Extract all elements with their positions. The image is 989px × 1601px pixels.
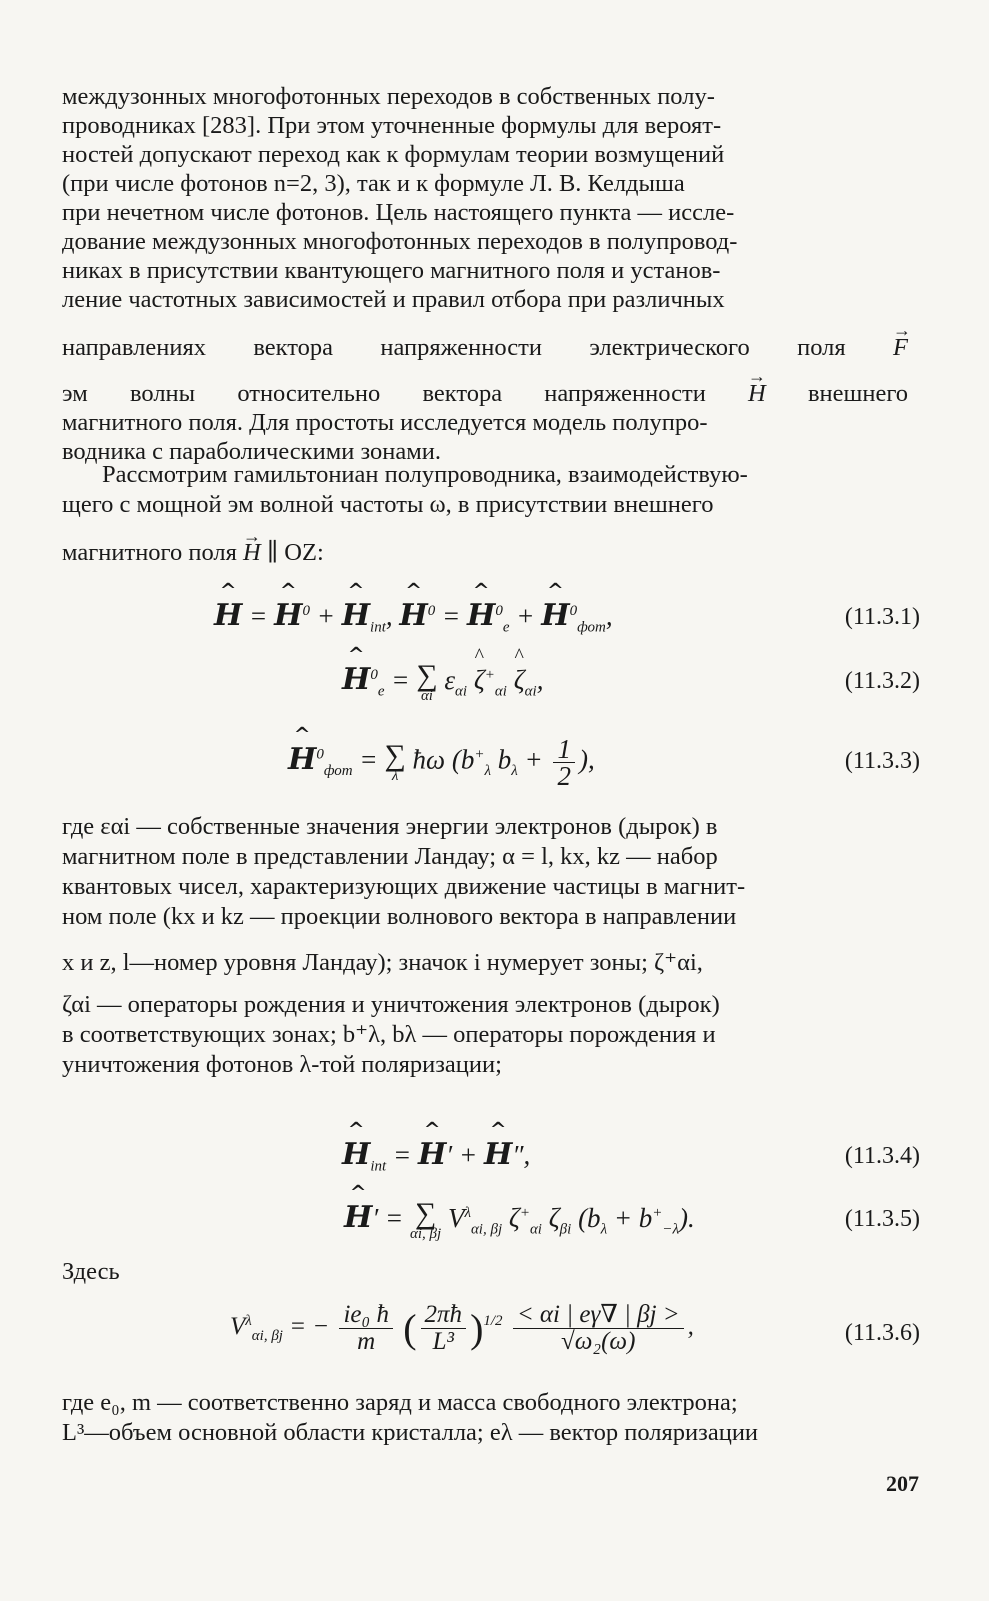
eq6-body: $V^\lambda_{\alpha i, \beta j}$ = − $\frac{\text{ie₀ ħ}}{m}$ ( $\frac{2\pi ħ}{\text{L³}}$ )$^{1/2}$ $\frac{< \alpha i | e\gamma\nabla | \beta j >}{\text{√ω₂(ω)}}$ ,	[230, 1301, 694, 1355]
vector-h-2: → H	[243, 538, 261, 568]
eq5-number: (11.3.5)	[844, 1206, 920, 1232]
p1-line9-text: направлениях вектора напряженности электрического поля	[62, 334, 846, 361]
p1-line4: (при числе фотонов n=2, 3), так и к формуле Л. В. Келдыша	[62, 170, 685, 197]
p2-line1: Рассмотрим гамильтониан полупроводника, взаимодействую-	[102, 461, 748, 488]
p3-line7: в соответствующих зонах; b⁺λ, bλ — операторы порождения и	[62, 1021, 716, 1048]
p1-line5: при нечетном числе фотонов. Цель настоящего пункта — иссле-	[62, 199, 735, 226]
equation-11-3-4	[62, 1137, 920, 1187]
p3-line8: уничтожения фотонов λ-той поляризации;	[62, 1051, 502, 1078]
p4-line2: L³—объем основной области кристалла; eλ — вектор поляризации	[62, 1419, 759, 1446]
p2-line3-a: магнитного поля	[62, 539, 237, 566]
p3-line6: ζαi — операторы рождения и уничтожения электронов (дырок)	[62, 991, 720, 1018]
eq2-body: ^ $H^0_e$ = ∑ αi $\varepsilon_{\alpha i}$ ^ $\zeta^+_{\alpha i}$ ^ $\zeta_{\alpha i}$,	[342, 662, 543, 703]
p2-line3-b: ∥ OZ:	[266, 539, 324, 566]
equation-11-3-6	[62, 1302, 920, 1378]
p1-line8: ление частотных зависимостей и правил отбора при различных	[62, 286, 725, 313]
p2-line2: щего с мощной эм волной частоты ω, в присутствии внешнего	[62, 491, 714, 518]
p1-line10-b: внешнего	[807, 380, 909, 407]
p1-line10-a: эм волны относительно вектора напряженности	[62, 380, 706, 407]
eq5-body: ^ H′ = ∑ αi, βj $V^\lambda_{\alpha i, \beta j}$ $\zeta^+_{\alpha i}$ $\zeta_{\beta i}$ $(b_\lambda + b^+_{-\lambda})$.	[344, 1200, 695, 1241]
eq3-body: ^ $H^0_{фот}$ = ∑ λ ħω ($b^+_\lambda$ $b_\lambda$ + $\frac{1}{2}$ ),	[288, 736, 595, 789]
p1-line3: ностей допускают переход как к формулам теории возмущений	[62, 141, 725, 168]
equation-11-3-5	[62, 1196, 920, 1260]
p1-line11: магнитного поля. Для простоты исследуется модель полупро-	[62, 409, 708, 436]
p1-line9	[62, 333, 908, 362]
p3-line1: где εαi — собственные значения энергии электронов (дырок) в	[62, 813, 718, 840]
p1-line2: проводниках [283]. При этом уточненные формулы для вероят-	[62, 112, 722, 139]
zdes-label: Здесь	[62, 1258, 120, 1285]
paragraph-3	[62, 812, 908, 1080]
p3-line3: квантовых чисел, характеризующих движение частицы в магнит-	[62, 873, 746, 900]
eq6-number: (11.3.6)	[844, 1320, 920, 1346]
eq1-body: ^ H = ^ $H^0$ + ^ $H_{int}$, ^ $H^0$ = ^ $H^0_e$ + ^ $H^0_{фот}$,	[214, 598, 613, 636]
p1-line10	[62, 379, 908, 408]
p1-line6: дование междузонных многофотонных переходов в полупровод-	[62, 228, 738, 255]
vector-f: → F	[893, 333, 908, 362]
p3-line5: x и z, l—номер уровня Ландау); значок i нумерует зоны; ζ⁺αi,	[62, 949, 703, 976]
vector-h: → H	[748, 379, 766, 408]
p3-line2: магнитном поле в представлении Ландау; α = l, kx, kz — набор	[62, 843, 718, 870]
equation-11-3-2	[62, 658, 920, 722]
eq4-number: (11.3.4)	[844, 1143, 920, 1169]
p4-line1: где e₀, m — соответственно заряд и масса свободного электрона;	[62, 1389, 738, 1416]
page-number: 207	[886, 1471, 919, 1496]
p2-line3	[62, 538, 908, 568]
equation-11-3-3	[62, 736, 920, 800]
p1-line12: водника с параболическими зонами.	[62, 438, 441, 465]
paragraph-2	[62, 460, 908, 568]
eq4-body: ^ $H_{int}$ = ^ H′ + ^ H″,	[342, 1137, 530, 1175]
p1-line1: междузонных многофотонных переходов в собственных полу-	[62, 83, 715, 110]
paragraph-1	[62, 82, 908, 466]
p3-line4: ном поле (kx и kz — проекции волнового вектора в направлении	[62, 903, 737, 930]
equation-11-3-1	[62, 598, 920, 648]
eq2-number: (11.3.2)	[844, 668, 920, 694]
eq3-number: (11.3.3)	[844, 748, 920, 774]
eq1-number: (11.3.1)	[844, 604, 920, 630]
paragraph-4	[62, 1388, 908, 1448]
p1-line7: никах в присутствии квантующего магнитного поля и установ-	[62, 257, 721, 284]
